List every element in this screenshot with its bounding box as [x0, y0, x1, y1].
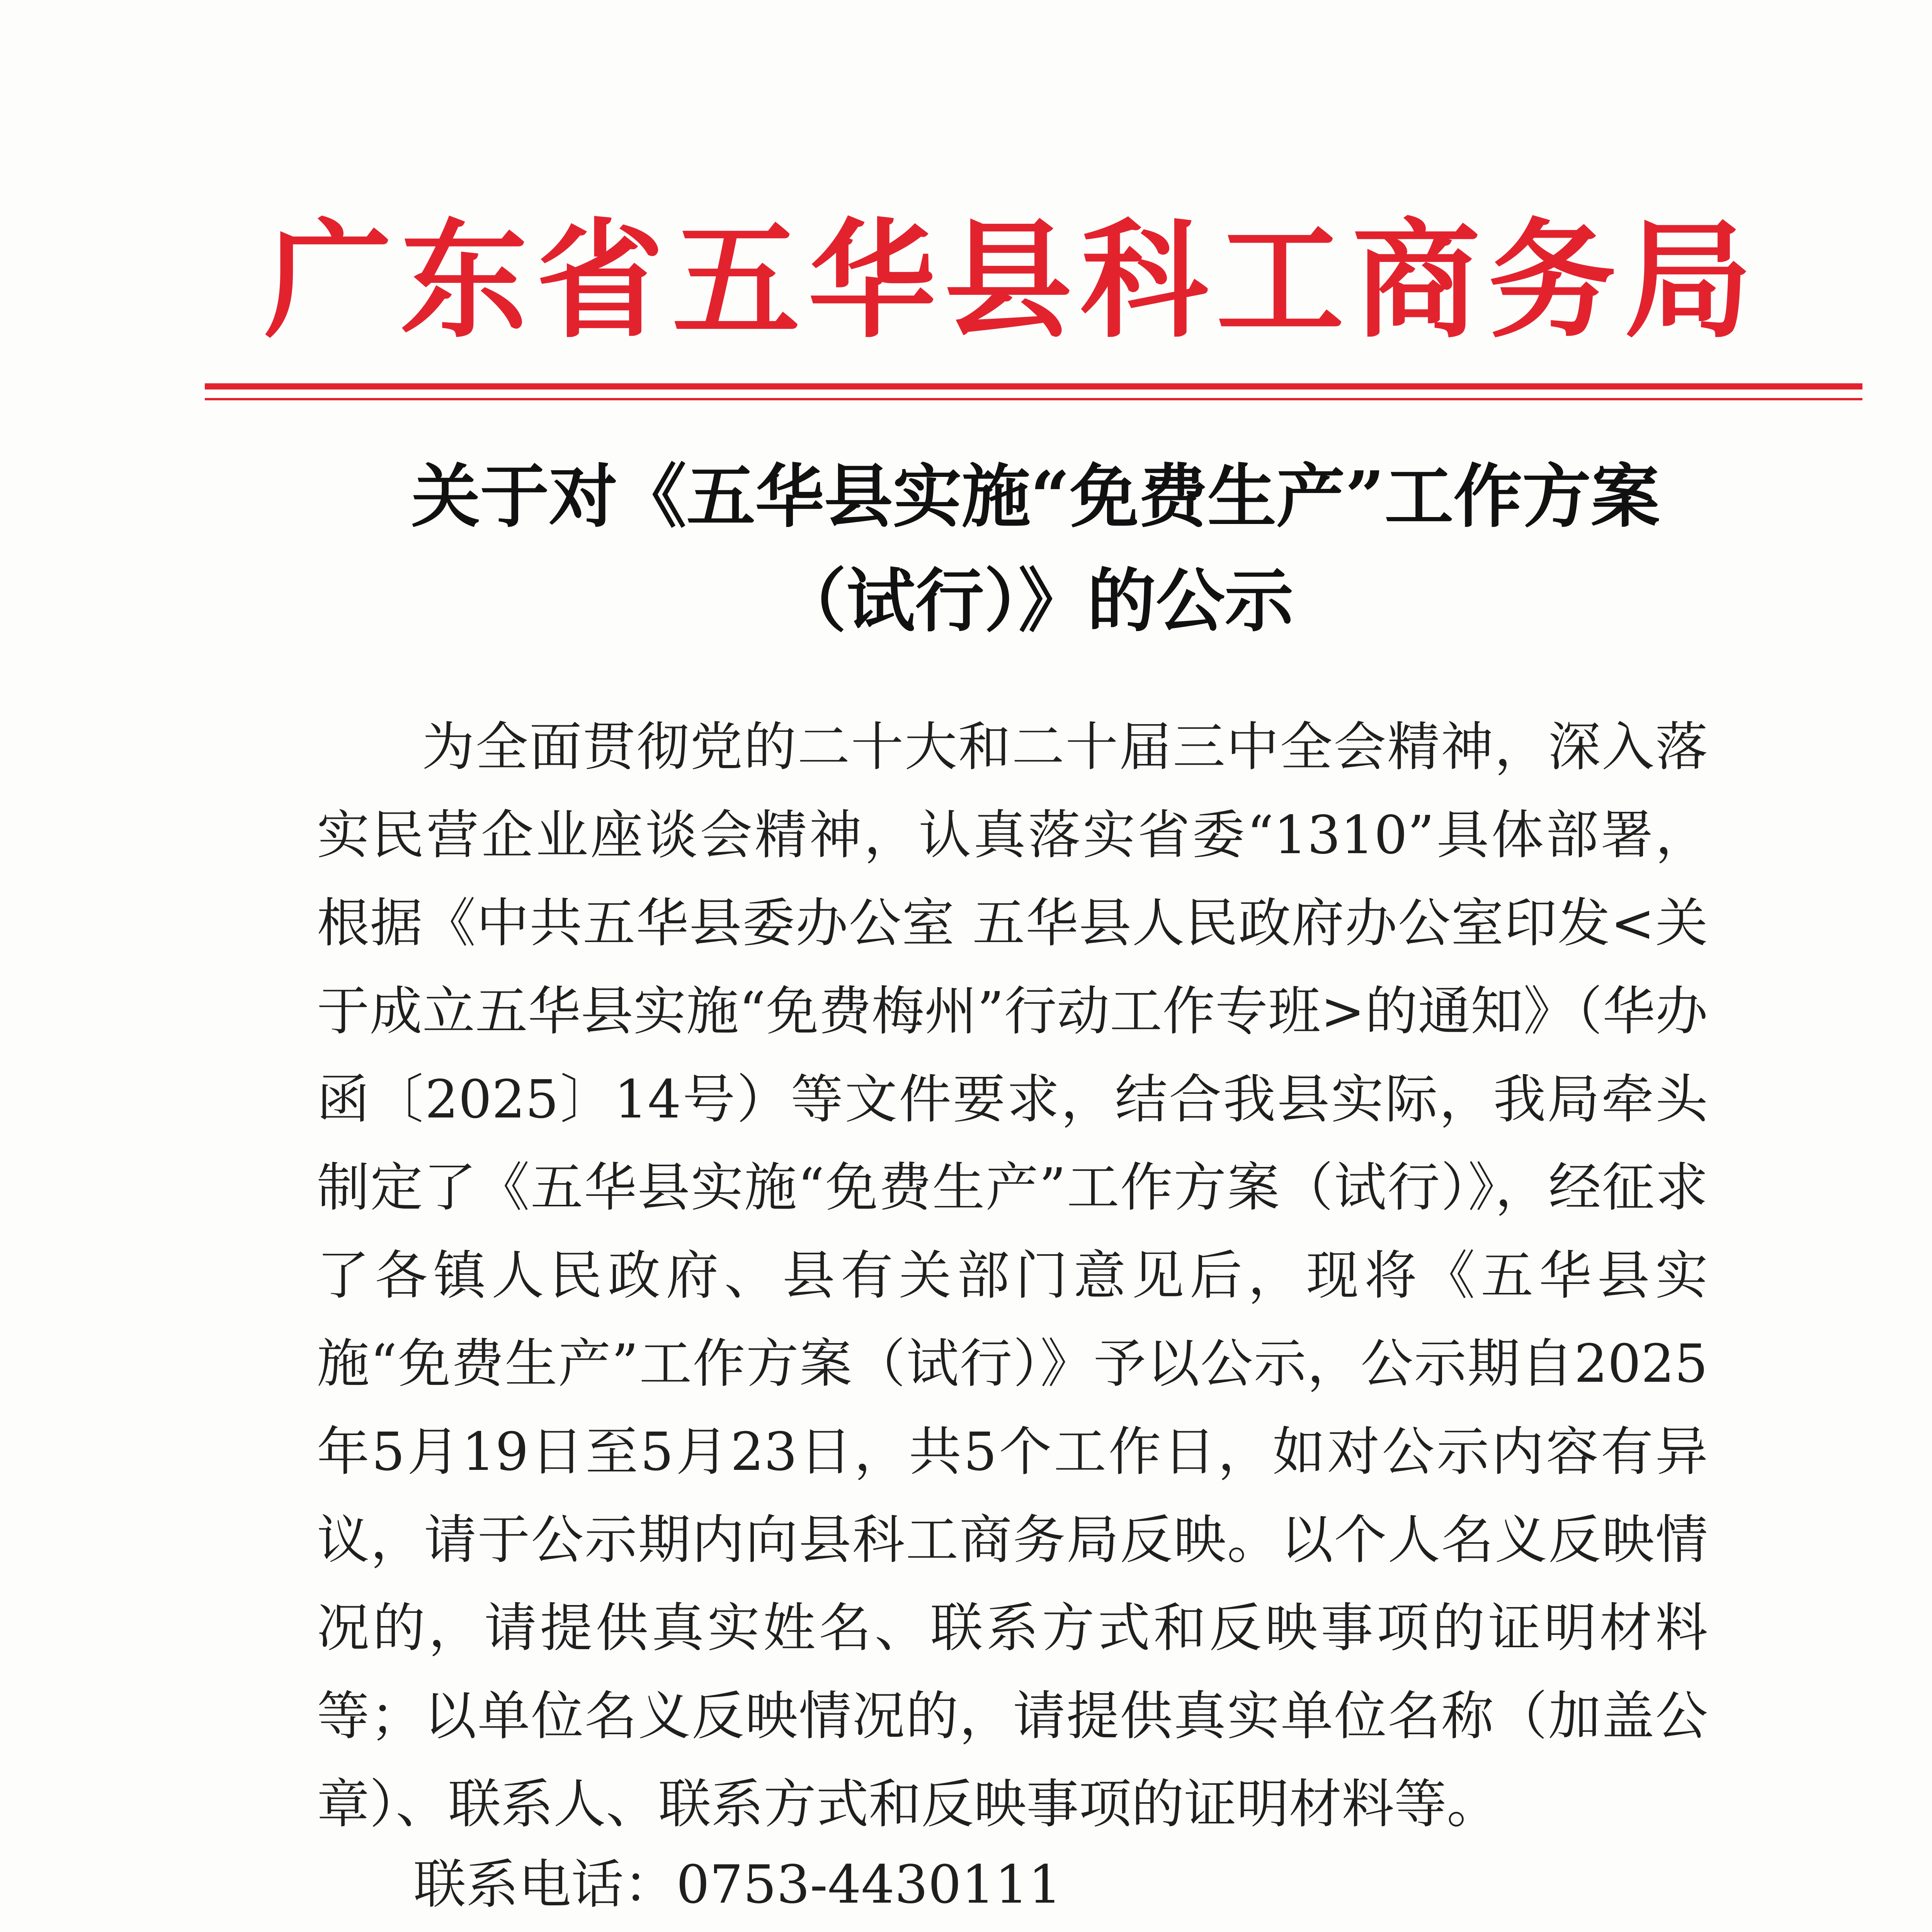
body-text: [317, 703, 1708, 1849]
notice-title: [232, 444, 1839, 653]
notice-title-line-2: （试行）》的公示: [777, 560, 1294, 641]
body-paragraph: 为全面贯彻党的二十大和二十届三中全会精神，深入落实民营企业座谈会精神，认真落实省委“1310”具体部署，根据《中共五华县委办公室 五华县人民政府办公室印发<关于成立五华县实施“免费梅州”行动工作专班>的通知》（华办函〔2025〕14号）等文件要求，结合我县实际，我局牵头制定了《五华县实施“免费生产”工作方案（试行）》，经征求了各镇人民政府、县有关部门意见后，现将《五华县实施“免费生产”工作方案（试行）》予以公示，公示期自2025年5月19日至5月23日，共5个工作日，如对公示内容有异议，请于公示期内向县科工商务局反映。以个人名义反映情况的，请提供真实姓名、联系方式和反映事项的证明材料等；以单位名义反映情况的，请提供真实单位名称（加盖公章）、联系人、联系方式和反映事项的证明材料等。: [317, 717, 1708, 1835]
contact-phone: 联系电话：0753-4430111: [413, 1854, 1062, 1915]
issuer-header: 广东省五华县科工商务局: [264, 205, 1760, 355]
red-rule-thin: [205, 398, 1862, 400]
red-rule-thick: [205, 383, 1862, 389]
notice-title-line-1: 关于对《五华县实施“免费生产”工作方案: [411, 456, 1660, 537]
